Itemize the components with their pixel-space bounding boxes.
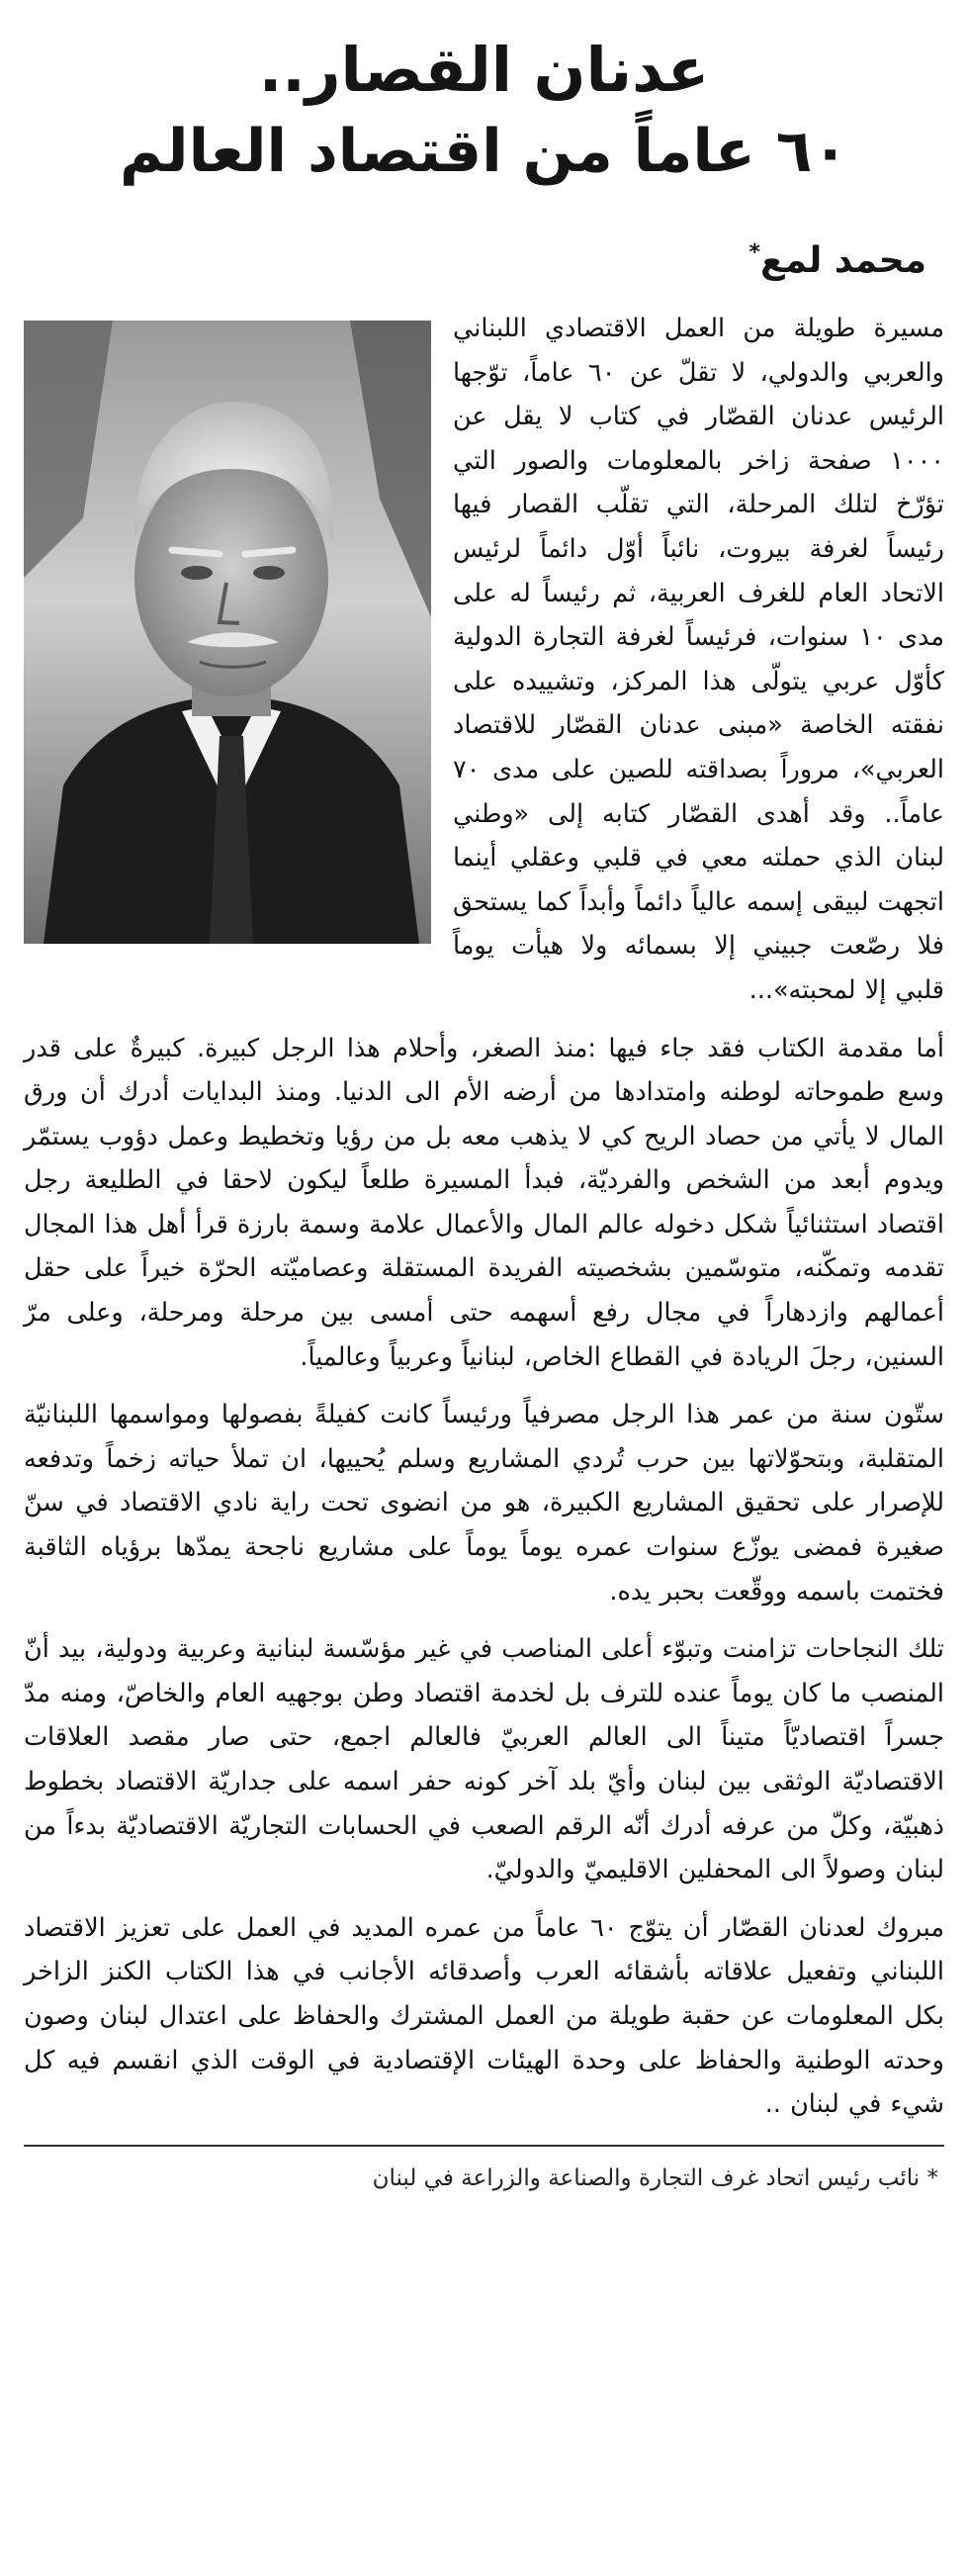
author-footnote-mark: * (748, 240, 761, 265)
article-paragraph-1: مسيرة طويلة من العمل الاقتصادي اللبناني والعربي والدولي، لا تقلّ عن ٦٠ عاماً، توّجها الرئيس عدنان القصّار في كتاب لا يقل عن ١٠٠٠ صفحة زاخر بالمعلومات والصور التي تؤرّخ لتلك المرحلة، التي تقلّب القصار فيها رئيساً لغرفة بيروت، نائباً أوّل دائماً لرئيس الاتحاد العام للغرف العربية، ثم رئيساً له على مدى ١٠ سنوات، فرئيساً لغرفة التجارة الدولية كأوّل عربي يتولّى هذا المركز، وتشييده على نفقته الخاصة «مبنى عدنان القصّار للاقتصاد العربي»، مروراً بصداقته للصين على مدى ٧٠ عاماً.. وقد أهدى القصّار كتابه إلى «وطني لبنان الذي حملته معي في قلبي وعقلي أينما اتجهت لبيقى إسمه عالياً دائماً وأبداً كما يستحق فلا رصّعت جبيني إلا بسمائه ولا هيأت يوماً قلبي إلا لمحبته»... (453, 314, 944, 1005)
article-paragraph-3: ستّون سنة من عمر هذا الرجل مصرفياً ورئيساً كانت كفيلةً بفصولها ومواسمها اللبنانيّة المتقلبة، وبتحوّلاتها بين حرب تُردي المشاريع وسلم يُحييها، ان تملأ حياته زخماً وتدفعه للإصرار على تحقيق المشاريع الكبيرة، هو من انضوى تحت راية نادي الاقتصاد في سنّ صغيرة فمضى يوزّع سنوات عمره يوماً يوماً على مشاريع ناجحة يمدّها برؤياه الثاقبة فختمت باسمه ووقّعت بحبر يده. (24, 1400, 944, 1607)
portrait-photo-icon (24, 321, 431, 944)
author-footnote: * نائب رئيس اتحاد غرف التجارة والصناعة والزراعة في لبنان (372, 2164, 938, 2191)
author-name: محمد لمع (760, 240, 926, 281)
author-byline (24, 230, 926, 285)
article-paragraph-2: أما مقدمة الكتاب فقد جاء فيها :منذ الصغر، وأحلام هذا الرجل كبيرة. كبيرةٌ على قدر وسع طموحاته لوطنه وامتدادها من أرضه الأم الى الدنيا. ومنذ البدايات أدرك أن ورق المال لا يأتي من حصاد الريح كي لا يذهب معه بل من رؤيا وتخطيط وعمل دؤوب يستمّر ويدوم أبعد من الشخص والفرديّة، فبدأ المسيرة طلعاً ليكون لاحقا في الطليعة رجل اقتصاد استثنائياً شكل دخوله عالم المال والأعمال علامة وسمة بارزة قرأ أهل هذا المجال تقدمه وتمكّنه، متوسّمين بشخصيته الفريدة المستقلة وعصاميّته الحرّة خيراً على حقل أعمالهم وازدهاراً في مجال رفع أسهمه حتى أمسى بين مرحلة ومرحلة، وعلى مرّ السنين، رجلَ الريادة في القطاع الخاص، لبنانياً وعربياً وعالمياً. (24, 1033, 944, 1372)
headline-line-2: ٦٠ عاماً من اقتصاد العالم (120, 117, 848, 186)
portrait-photo (24, 321, 431, 944)
article-paragraph-4: تلك النجاحات تزامنت وتبوّء أعلى المناصب في غير مؤسّسة لبنانية وعربية ودولية، بيد أنّ المنصب ما كان يوماً عنده للترف بل لخدمة اقتصاد وطن بوجهيه العام والخاصّ، ومنه مدّ جسراً اقتصاديّاً متيناً الى العالم العربيّ فالعالم اجمع، حتى صار مقصد العلاقات الاقتصاديّة الوثقى بين لبنان وأيّ بلد آخر كونه حفر اسمه على جداريّة الاقتصاد بخطوط ذهبيّة، وكلّ من عرفه أدرك أنّه الرقم الصعب في الحسابات التجاريّة الاقتصاديّة بدءاً من لبنان وصولاً الى المحفلين الاقليميّ والدوليّ. (24, 1634, 944, 1886)
footnote-divider (24, 2145, 944, 2147)
article-paragraph-5: مبروك لعدنان القصّار أن يتوّج ٦٠ عاماً من عمره المديد في العمل على تعزيز الاقتصاد اللبناني وتفعيل علاقاته بأشقائه العرب وأصدقائه الأجانب في هذا الكتاب الكنز الزاخر بكل المعلومات عن حقبة طويلة من العمل المشترك والحفاظ على اعتدال لبنان وصون وحدته الوطنية والحفاظ على وحدة الهيئات الإقتصادية في الوقت الذي انقسم فيه كل شيء في لبنان .. (24, 1912, 944, 2120)
headline-line-1: عدنان القصار.. (258, 34, 710, 106)
article-headline (24, 30, 944, 192)
article-body (24, 307, 944, 2196)
